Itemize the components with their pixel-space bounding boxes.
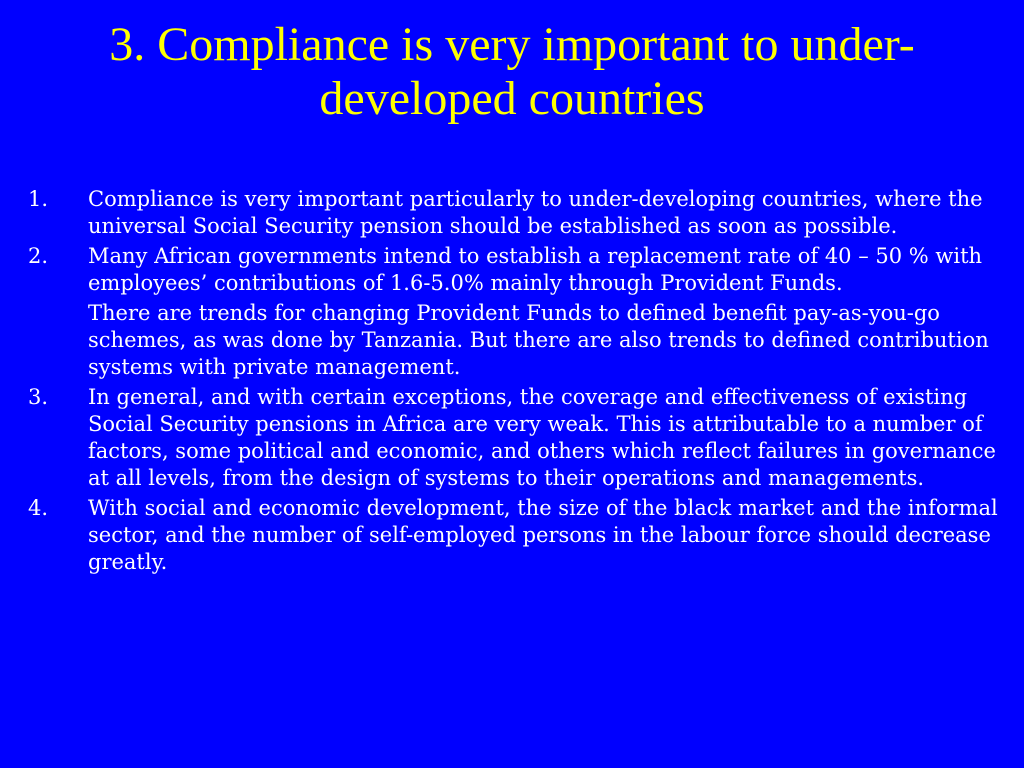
list-continuation-paragraph: There are trends for changing Provident Funds to defined benefit pay-as-you-go schemes, as was done by Tanzania. But there are also trends to defined contribution systems with private management. (88, 301, 989, 379)
list-item-1 (28, 186, 998, 240)
list-text-2: Many African governments intend to establish a replacement rate of 40 – 50 % with employees’ contributions of 1.6-5.0% mainly through Provident Funds. (88, 244, 983, 295)
body-list (28, 186, 998, 579)
list-item-2 (28, 243, 998, 297)
list-item-3 (28, 384, 998, 492)
list-text-1: Compliance is very important particularly to under-developing countries, where the universal Social Security pension should be established as soon as possible. (88, 187, 983, 238)
list-number-1: 1. (28, 187, 49, 211)
list-number-3: 3. (28, 385, 49, 409)
slide-title: 3. Compliance is very important to under-developed countries (109, 18, 915, 125)
list-number-4: 4. (28, 496, 49, 520)
list-item-4 (28, 495, 998, 576)
list-text-3: In general, and with certain exceptions, the coverage and effectiveness of existing Social Security pensions in Africa are very weak. This is attributable to a number of factors, some political and economic, and others which reflect failures in governance at all levels, from the design of systems to their operations and managements. (88, 385, 996, 490)
list-number-2: 2. (28, 244, 49, 268)
list-text-4: With social and economic development, the size of the black market and the informal sector, and the number of self-employed persons in the labour force should decrease greatly. (88, 496, 998, 574)
